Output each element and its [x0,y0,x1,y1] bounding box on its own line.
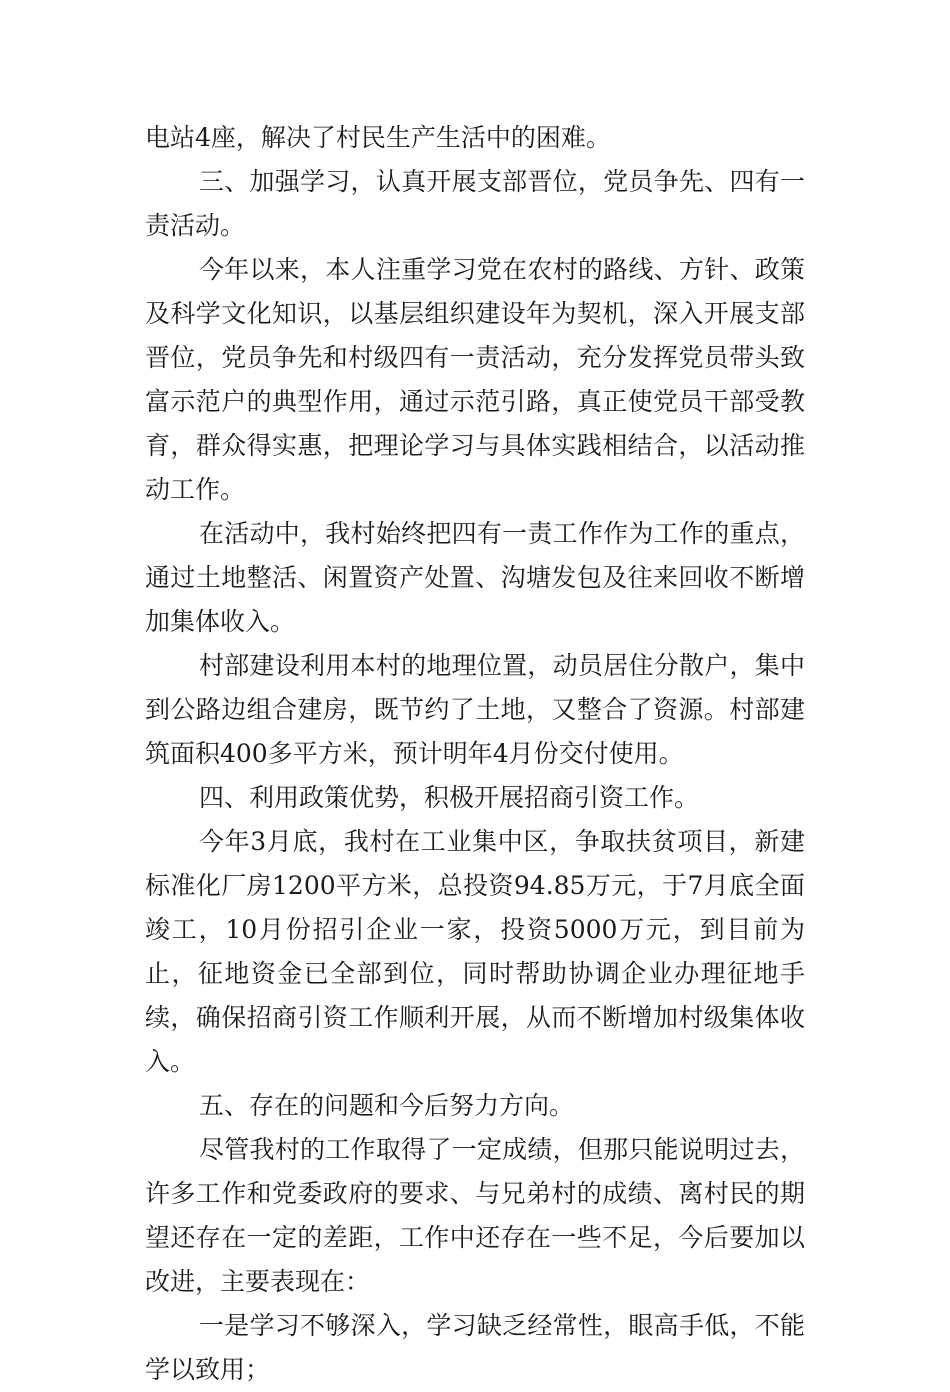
paragraph: 一是学习不够深入，学习缺乏经常性，眼高手低，不能学以致用； [145,1311,805,1384]
document-body [145,116,805,1392]
paragraph-continuation: 电站4座，解决了村民生产生活中的困难。 [145,123,611,152]
paragraph: 今年以来，本人注重学习党在农村的路线、方针、政策及科学文化知识，以基层组织建设年为契机，深入开展支部晋位，党员争先和村级四有一责活动，充分发挥党员带头致富示范户的典型作用，通过示范引路，真正使党员干部受教育，群众得实惠，把理论学习与具体实践相结合，以活动推动工作。 [145,255,805,504]
paragraph: 尽管我村的工作取得了一定成绩，但那只能说明过去，许多工作和党委政府的要求、与兄弟村的成绩、离村民的期望还存在一定的差距，工作中还存在一些不足，今后要加以改进，主要表现在： [145,1135,805,1296]
paragraph: 村部建设利用本村的地理位置，动员居住分散户，集中到公路边组合建房，既节约了土地，又整合了资源。村部建筑面积400多平方米，预计明年4月份交付使用。 [145,651,805,768]
paragraph: 在活动中，我村始终把四有一责工作作为工作的重点，通过土地整活、闲置资产处置、沟塘发包及往来回收不断增加集体收入。 [145,519,805,636]
section-heading-4: 四、利用政策优势，积极开展招商引资工作。 [199,783,700,812]
section-heading-5: 五、存在的问题和今后努力方向。 [199,1091,575,1120]
section-heading-3: 三、加强学习，认真开展支部晋位，党员争先、四有一责活动。 [145,167,805,240]
paragraph: 今年3月底，我村在工业集中区，争取扶贫项目，新建标准化厂房1200平方米，总投资94.85万元，于7月底全面竣工，10月份招引企业一家，投资5000万元，到目前为止，征地资金已全部到位，同时帮助协调企业办理征地手续，确保招商引资工作顺利开展，从而不断增加村级集体收入。 [145,827,805,1076]
